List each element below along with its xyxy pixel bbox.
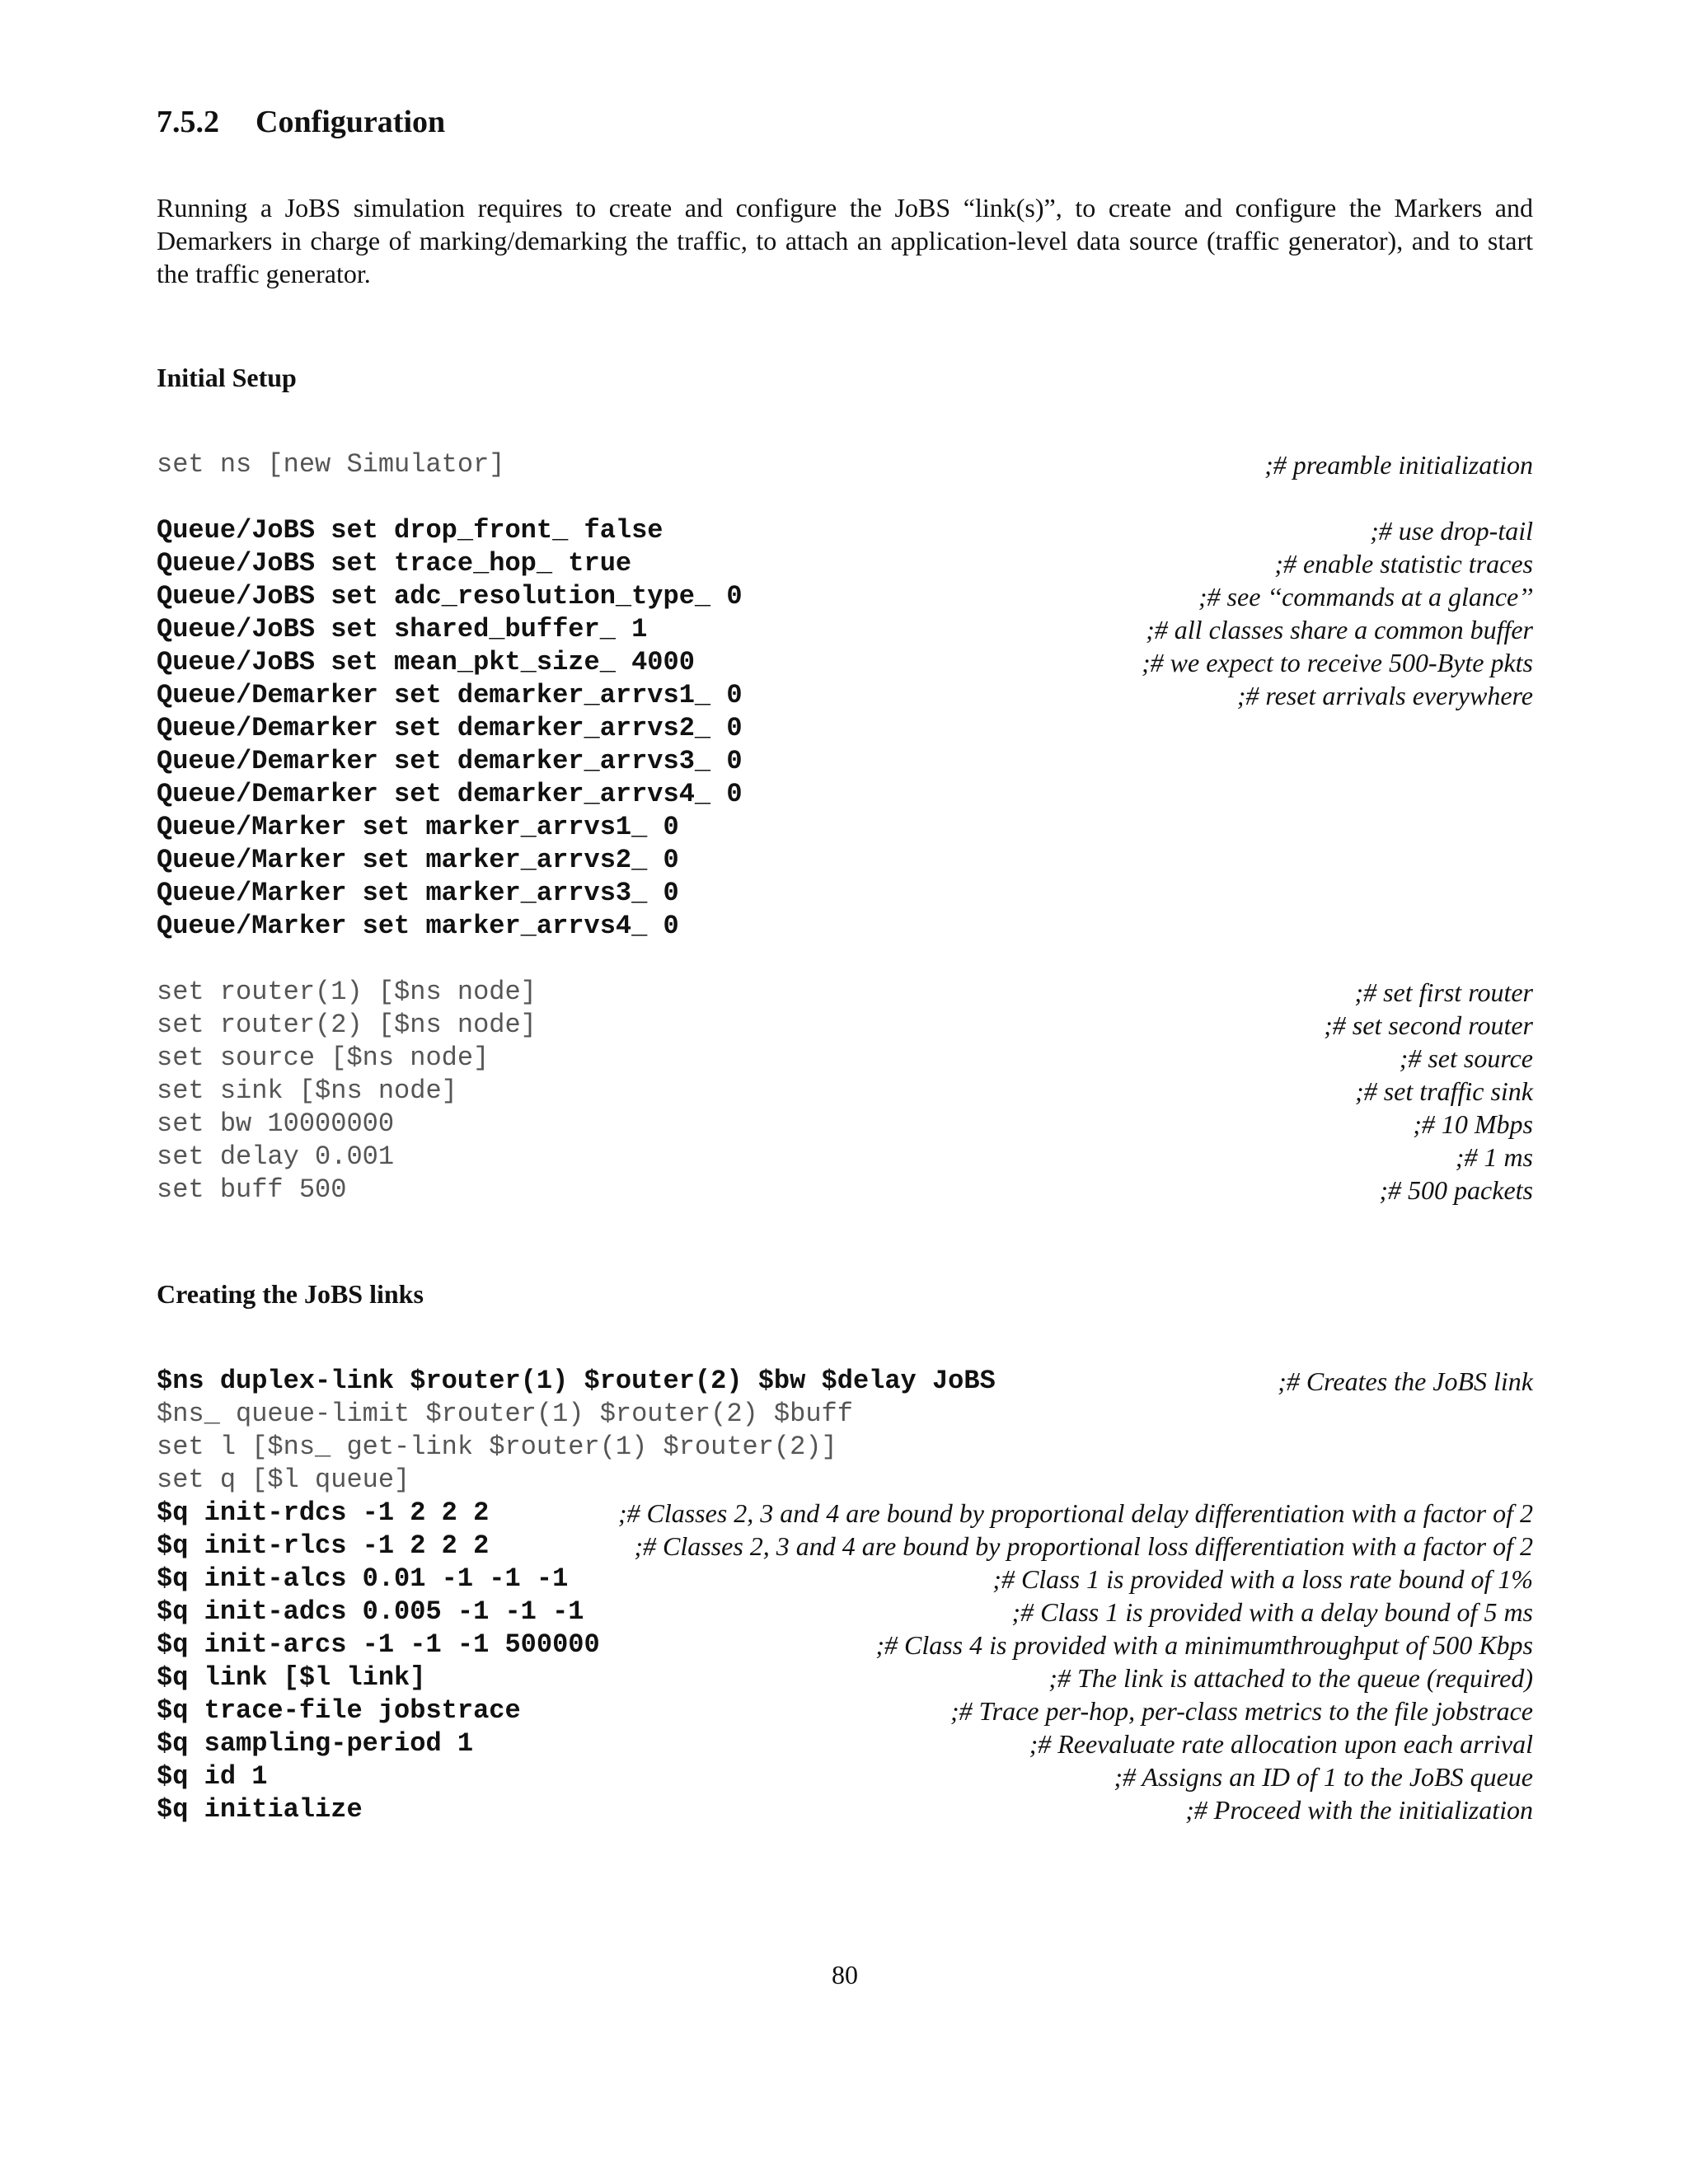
code-text: Queue/Demarker set demarker_arrvs1_ 0 bbox=[157, 680, 743, 710]
code-text: set source [$ns node] bbox=[157, 1043, 490, 1073]
code-text: Queue/JoBS set shared_buffer_ 1 bbox=[157, 614, 648, 644]
code-line bbox=[157, 877, 1533, 910]
code-text: Queue/Marker set marker_arrvs2_ 0 bbox=[157, 845, 679, 875]
code-text: Queue/JoBS set drop_front_ false bbox=[157, 515, 663, 546]
code-text: Queue/Demarker set demarker_arrvs4_ 0 bbox=[157, 779, 743, 809]
code-line bbox=[157, 679, 1533, 712]
code-text: set q [$l queue] bbox=[157, 1465, 410, 1495]
page-number: 80 bbox=[832, 1960, 858, 1990]
code-text: set router(2) [$ns node] bbox=[157, 1010, 537, 1040]
code-text: Queue/Marker set marker_arrvs1_ 0 bbox=[157, 812, 679, 842]
code-text: Queue/JoBS set trace_hop_ true bbox=[157, 548, 632, 579]
code-line bbox=[157, 712, 1533, 745]
code-text: Queue/JoBS set adc_resolution_type_ 0 bbox=[157, 581, 743, 612]
code-line bbox=[157, 1398, 1533, 1431]
code-text: $ns_ queue-limit $router(1) $router(2) $buff bbox=[157, 1399, 853, 1429]
intro-paragraph: Running a JoBS simulation requires to create and configure the JoBS “link(s)”, to create and configure the Markers and Demarkers in charge of marking/demarking the traffic, to attach an application-level data source (traffic generator), and to start the traffic generator. bbox=[157, 193, 1533, 288]
code-line bbox=[157, 613, 1533, 646]
code-line bbox=[157, 844, 1533, 877]
code-line bbox=[157, 547, 1533, 580]
code-line bbox=[157, 1075, 1533, 1108]
code-comment: ;# all classes share a common buffer bbox=[1146, 615, 1533, 644]
code-line bbox=[157, 1174, 1533, 1207]
code-line bbox=[157, 910, 1533, 943]
code-comment: ;# set source bbox=[1399, 1043, 1533, 1073]
code-comment: ;# Assigns an ID of 1 to the JoBS queue bbox=[1114, 1762, 1533, 1792]
code-comment: ;# set second router bbox=[1324, 1010, 1533, 1040]
code-text: Queue/Marker set marker_arrvs3_ 0 bbox=[157, 878, 679, 908]
code-line bbox=[157, 1431, 1533, 1464]
code-line bbox=[157, 1497, 1533, 1530]
code-line bbox=[157, 1694, 1533, 1727]
code-comment: ;# Creates the JoBS link bbox=[1278, 1366, 1533, 1396]
code-line bbox=[157, 580, 1533, 613]
code-comment: ;# we expect to receive 500-Byte pkts bbox=[1141, 648, 1533, 677]
code-line bbox=[157, 976, 1533, 1009]
code-line bbox=[157, 1365, 1533, 1398]
code-line bbox=[157, 1464, 1533, 1497]
code-text: set router(1) [$ns node] bbox=[157, 977, 537, 1007]
code-line bbox=[157, 514, 1533, 547]
code-text: set delay 0.001 bbox=[157, 1141, 395, 1172]
code-comment: ;# enable statistic traces bbox=[1274, 549, 1533, 579]
code-text: Queue/Demarker set demarker_arrvs2_ 0 bbox=[157, 713, 743, 743]
code-text: Queue/Marker set marker_arrvs4_ 0 bbox=[157, 911, 679, 941]
code-text: set ns [new Simulator] bbox=[157, 449, 505, 480]
section-heading bbox=[157, 104, 445, 140]
code-comment: ;# Trace per-hop, per-class metrics to the file jobstrace bbox=[950, 1696, 1533, 1726]
code-block-jobs-links bbox=[157, 1365, 1533, 1826]
code-text: Queue/JoBS set mean_pkt_size_ 4000 bbox=[157, 647, 695, 677]
code-text: $q initialize bbox=[157, 1794, 363, 1825]
code-comment: ;# 10 Mbps bbox=[1413, 1109, 1533, 1139]
code-comment: ;# see ‘‘commands at a glance’’ bbox=[1198, 582, 1533, 612]
code-comment: ;# Class 4 is provided with a minimumthroughput of 500 Kbps bbox=[875, 1630, 1533, 1660]
code-text: set bw 10000000 bbox=[157, 1108, 395, 1139]
section-number: 7.5.2 bbox=[157, 105, 219, 139]
code-line bbox=[157, 1563, 1533, 1596]
code-text: $q id 1 bbox=[157, 1761, 268, 1792]
code-text: set sink [$ns node] bbox=[157, 1076, 457, 1106]
code-text: $q trace-file jobstrace bbox=[157, 1695, 521, 1726]
code-comment: ;# Class 1 is provided with a delay bound of 5 ms bbox=[1011, 1597, 1533, 1627]
code-text: $q init-adcs 0.005 -1 -1 -1 bbox=[157, 1596, 584, 1627]
code-line bbox=[157, 1042, 1533, 1075]
code-comment: ;# Reevaluate rate allocation upon each arrival bbox=[1029, 1729, 1533, 1759]
code-text: $q sampling-period 1 bbox=[157, 1728, 474, 1759]
code-text: $ns duplex-link $router(1) $router(2) $bw $delay JoBS bbox=[157, 1366, 996, 1396]
code-line bbox=[157, 1629, 1533, 1661]
code-text: $q init-alcs 0.01 -1 -1 -1 bbox=[157, 1563, 569, 1594]
code-line bbox=[157, 646, 1533, 679]
code-line bbox=[157, 1141, 1533, 1174]
code-text: $q init-rdcs -1 2 2 2 bbox=[157, 1497, 490, 1528]
code-line bbox=[157, 1661, 1533, 1694]
code-line bbox=[157, 745, 1533, 778]
code-comment: ;# set traffic sink bbox=[1355, 1076, 1533, 1106]
code-line bbox=[157, 1009, 1533, 1042]
code-block-queue-params bbox=[157, 514, 1533, 943]
code-line bbox=[157, 1108, 1533, 1141]
code-comment: ;# reset arrivals everywhere bbox=[1236, 681, 1533, 710]
initial-setup-heading: Initial Setup bbox=[157, 363, 297, 392]
code-comment: ;# 500 packets bbox=[1379, 1175, 1533, 1205]
code-line bbox=[157, 1530, 1533, 1563]
code-text: $q init-rlcs -1 2 2 2 bbox=[157, 1530, 490, 1561]
code-block-topology bbox=[157, 976, 1533, 1207]
code-text: set l [$ns_ get-link $router(1) $router(2)] bbox=[157, 1432, 837, 1462]
code-comment: ;# set first router bbox=[1354, 977, 1533, 1007]
code-comment: ;# use drop-tail bbox=[1370, 516, 1533, 546]
code-comment: ;# Classes 2, 3 and 4 are bound by proportional delay differentiation with a factor of 2 bbox=[617, 1498, 1533, 1528]
code-comment: ;# Proceed with the initialization bbox=[1185, 1795, 1533, 1825]
creating-links-heading: Creating the JoBS links bbox=[157, 1279, 424, 1309]
code-line bbox=[157, 1727, 1533, 1760]
code-line bbox=[157, 811, 1533, 844]
document-page bbox=[157, 0, 1533, 2184]
section-title: Configuration bbox=[256, 105, 446, 139]
code-comment: ;# 1 ms bbox=[1455, 1142, 1533, 1172]
code-text: $q link [$l link] bbox=[157, 1662, 426, 1693]
code-line bbox=[157, 778, 1533, 811]
code-line bbox=[157, 1596, 1533, 1629]
code-comment: ;# preamble initialization bbox=[1264, 450, 1533, 480]
code-comment: ;# Classes 2, 3 and 4 are bound by proportional loss differentiation with a factor of 2 bbox=[634, 1531, 1533, 1561]
code-comment: ;# Class 1 is provided with a loss rate bound of 1% bbox=[992, 1564, 1533, 1594]
code-text: $q init-arcs -1 -1 -1 500000 bbox=[157, 1629, 600, 1660]
code-line bbox=[157, 1760, 1533, 1793]
code-comment: ;# The link is attached to the queue (required) bbox=[1048, 1663, 1533, 1693]
code-text: set buff 500 bbox=[157, 1174, 347, 1205]
code-line bbox=[157, 448, 1533, 481]
code-block-preamble bbox=[157, 448, 1533, 481]
code-line bbox=[157, 1793, 1533, 1826]
code-text: Queue/Demarker set demarker_arrvs3_ 0 bbox=[157, 746, 743, 776]
